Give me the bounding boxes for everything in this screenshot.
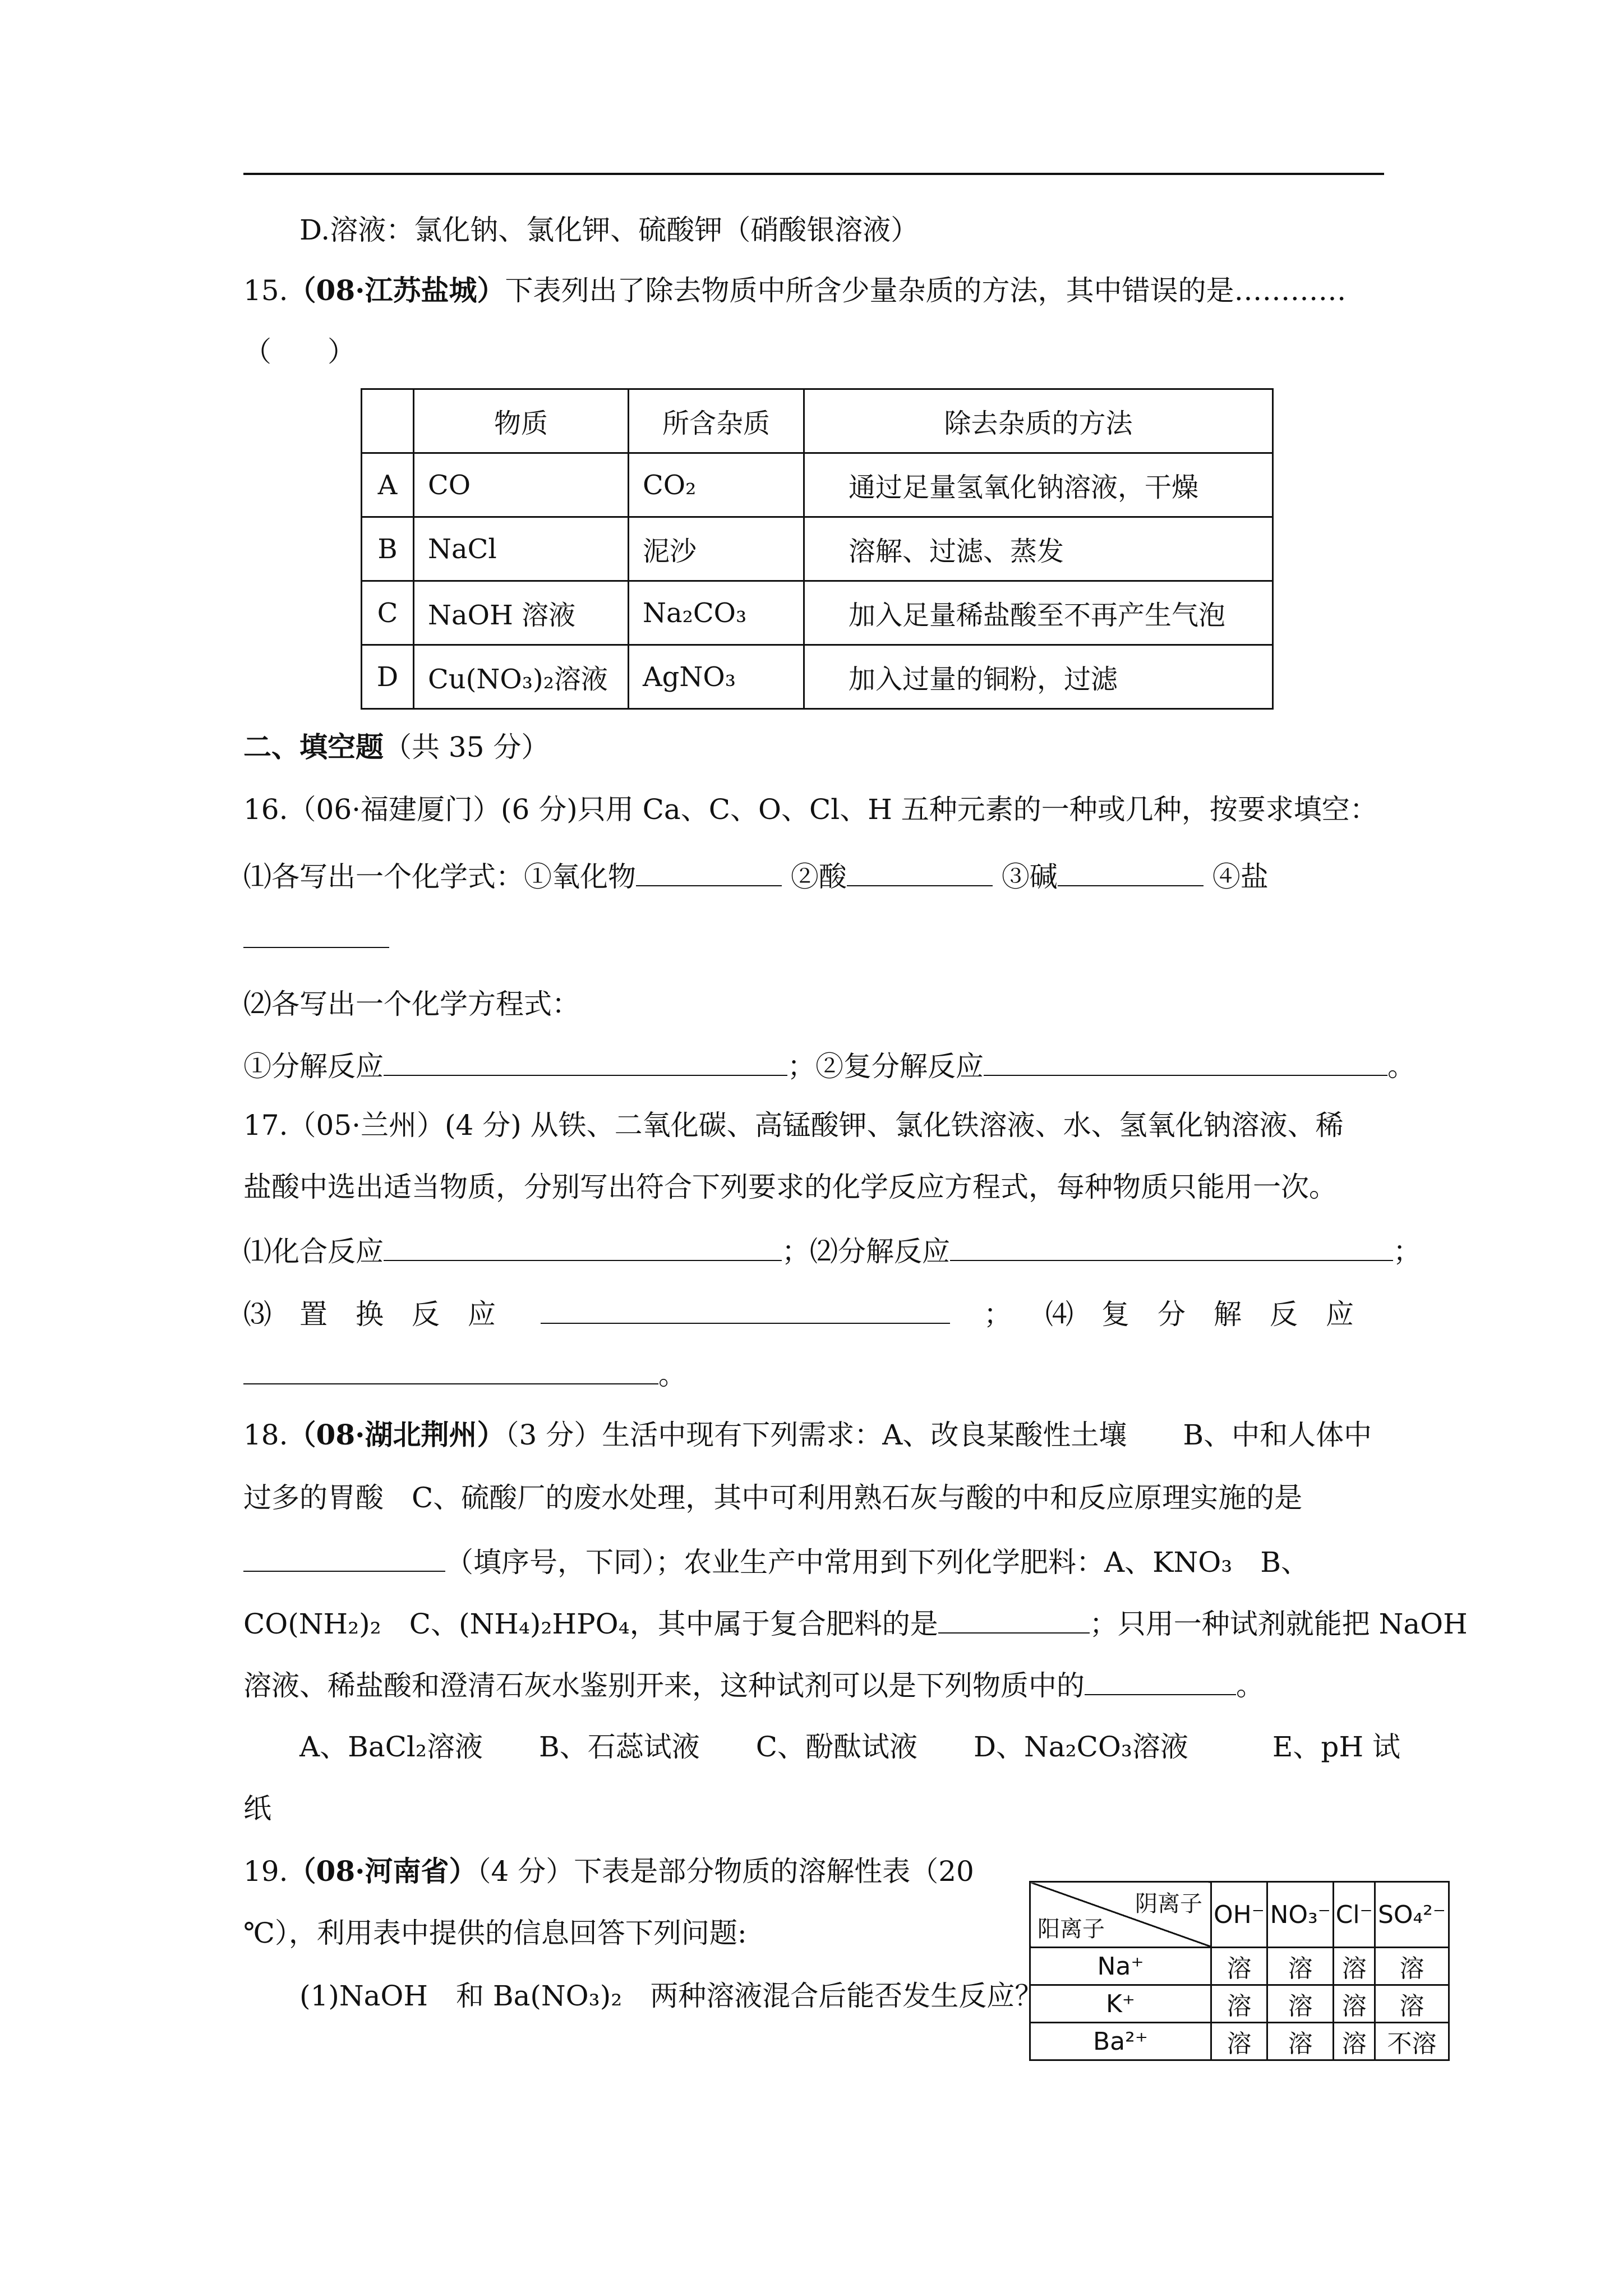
row-impurity: CO₂: [629, 453, 804, 517]
solubility-cell: 溶: [1334, 1985, 1375, 2023]
table-row: [362, 517, 1273, 581]
row-label: A: [362, 453, 414, 517]
row-method: 加入过量的铜粉，过滤: [804, 645, 1273, 709]
q18-options-cont: 纸: [243, 1792, 271, 1825]
q16-salt-label: ④盐: [1212, 861, 1269, 893]
solubility-row: [1030, 2023, 1449, 2060]
row-substance: NaOH 溶液: [414, 581, 629, 645]
q19-source: （08·河南省）: [288, 1855, 477, 1888]
q14-option-d: D.溶液：氯化钠、氯化钾、硫酸钾（硝酸银溶液）: [299, 214, 919, 246]
q18-line5-text: 溶液、稀盐酸和澄清石灰水鉴别开来，这种试剂可以是下列物质中的: [243, 1669, 1085, 1702]
header-blank: [362, 389, 414, 453]
anion-header: OH⁻: [1211, 1882, 1267, 1948]
q16-intro: 16.（06·福建厦门）(6 分)只用 Ca、C、O、Cl、H 五种元素的一种或几种，按要求填空：: [243, 793, 1378, 826]
solubility-cell: 溶: [1211, 1948, 1267, 1985]
q17-end: 。: [658, 1359, 686, 1391]
solubility-cell: 溶: [1334, 1948, 1375, 1985]
row-label: D: [362, 645, 414, 709]
q18-line3-text: （填序号，下同）；农业生产中常用到下列化学肥料：A、KNO₃ B、: [445, 1546, 1309, 1579]
q16-oxide-label: ①氧化物: [524, 861, 636, 893]
oxide-answer-blank[interactable]: [636, 858, 782, 886]
combination-answer-blank[interactable]: [384, 1233, 782, 1261]
solubility-cell: 溶: [1375, 1948, 1449, 1985]
q18-line1: [243, 1418, 1372, 1452]
anion-header: SO₄²⁻: [1375, 1882, 1449, 1948]
q16-base-label: ③碱: [1001, 861, 1058, 893]
section-title: [243, 730, 549, 764]
reagent-answer-blank[interactable]: [1085, 1667, 1236, 1695]
section-score: （共 35 分）: [384, 731, 550, 763]
row-substance: NaCl: [414, 517, 629, 581]
q18-line5-end: 。: [1236, 1669, 1264, 1702]
header-substance: 物质: [414, 389, 629, 453]
q17-semicolon-2: ；: [984, 1298, 1012, 1331]
table-row: [362, 581, 1273, 645]
q19-text: （4 分）下表是部分物质的溶解性表（20: [477, 1855, 974, 1888]
q17-line2: 盐酸中选出适当物质，分别写出符合下列要求的化学反应方程式，每种物质只能用一次。: [243, 1171, 1337, 1203]
solubility-cell: 溶: [1211, 2023, 1267, 2060]
cation-cell: Na⁺: [1030, 1948, 1211, 1985]
q19-line2: ℃），利用表中提供的信息回答下列问题:: [243, 1917, 747, 1949]
table-row: [362, 453, 1273, 517]
header-impurity: 所含杂质: [629, 389, 804, 453]
q18-line4a: CO(NH₂)₂ C、(NH₄)₂HPO₄，其中属于复合肥料的是: [243, 1608, 938, 1640]
row-method: 加入足量稀盐酸至不再产生气泡: [804, 581, 1273, 645]
q17-last: [243, 1356, 686, 1392]
q15-source: （08·江苏盐城）: [288, 274, 505, 307]
anion-header: NO₃⁻: [1267, 1882, 1334, 1948]
solubility-table: [1029, 1881, 1450, 2061]
q17-r4-label: ⑷ 复 分 解 反 应: [1045, 1298, 1354, 1331]
double-decomposition-blank[interactable]: [243, 1356, 658, 1384]
q16-part1: [243, 858, 1269, 894]
solubility-cell: 溶: [1334, 2023, 1375, 2060]
solubility-header-row: [1030, 1882, 1449, 1948]
q16-acid-label: ②酸: [790, 861, 847, 893]
q17-reactions-1: [243, 1233, 1421, 1268]
cation-cell: K⁺: [1030, 1985, 1211, 2023]
solubility-cell: 溶: [1267, 2023, 1334, 2060]
row-label: B: [362, 517, 414, 581]
q18-text: （3 分）生活中现有下列需求：A、改良某酸性土壤 B、中和人体中: [505, 1419, 1372, 1451]
q17-reactions-2: [243, 1296, 1354, 1331]
salt-answer-blank[interactable]: [243, 920, 389, 948]
q18-line4: [243, 1605, 1468, 1641]
q18-line2: 过多的胃酸 C、硫酸厂的废水处理，其中可利用熟石灰与酸的中和反应原理实施的是: [243, 1481, 1303, 1514]
neutralization-answer-blank[interactable]: [243, 1544, 445, 1572]
decomposition-reaction-blank[interactable]: [950, 1233, 1393, 1261]
table-header-row: [362, 389, 1273, 453]
q17-r1-label: ⑴化合反应: [243, 1235, 384, 1268]
q17-r2-label: ；⑵分解反应: [782, 1235, 950, 1268]
q16-part2-label: ⑵各写出一个化学方程式：: [243, 988, 580, 1020]
q17-semicolon: ；: [1393, 1235, 1421, 1268]
q18-line3: [243, 1544, 1309, 1579]
q17-r3-label: ⑶ 置 换 反 应: [243, 1298, 496, 1331]
impurity-table: [361, 388, 1274, 710]
solubility-cell: 溶: [1375, 1985, 1449, 2023]
q17-line1: 17.（05·兰州）(4 分) 从铁、二氧化碳、高锰酸钾、氯化铁溶液、水、氢氧化钠溶液、稀: [243, 1109, 1344, 1142]
row-impurity: 泥沙: [629, 517, 804, 581]
row-substance: CO: [414, 453, 629, 517]
q16-end: 。: [1387, 1050, 1415, 1083]
solubility-cell: 溶: [1267, 1948, 1334, 1985]
q18-options: A、BaCl₂溶液 B、石蕊试液 C、酚酞试液 D、Na₂CO₃溶液 E、pH 试: [299, 1731, 1400, 1763]
double-decomp-answer-blank[interactable]: [984, 1048, 1387, 1076]
compound-fertilizer-blank[interactable]: [938, 1605, 1090, 1634]
q16-decomposition-label: ①分解反应: [243, 1050, 384, 1083]
q19-sub1: (1)NaOH 和 Ba(NO₃)₂ 两种溶液混合后能否发生反应？: [299, 1980, 1043, 2012]
q19-line1: [243, 1855, 974, 1888]
cation-label: 阳离子: [1038, 1916, 1105, 1942]
row-impurity: AgNO₃: [629, 645, 804, 709]
decomposition-answer-blank[interactable]: [384, 1048, 787, 1076]
cation-cell: Ba²⁺: [1030, 2023, 1211, 2060]
solubility-cell: 溶: [1267, 1985, 1334, 2023]
q18-source: （08·湖北荆州）: [288, 1418, 505, 1451]
solubility-cell: 溶: [1211, 1985, 1267, 2023]
row-method: 通过足量氢氧化钠溶液，干燥: [804, 453, 1273, 517]
section-name: 二、填空题: [243, 730, 384, 763]
displacement-answer-blank[interactable]: [541, 1296, 950, 1324]
q15-text: 下表列出了除去物质中所含少量杂质的方法，其中错误的是…………: [505, 274, 1347, 307]
q19-number: 19.: [243, 1855, 288, 1888]
acid-answer-blank[interactable]: [847, 858, 993, 886]
header-rule: [243, 173, 1384, 175]
row-label: C: [362, 581, 414, 645]
q15-answer-paren: （ ）: [243, 335, 356, 368]
q16-equations: [243, 1048, 1415, 1083]
solubility-row: [1030, 1985, 1449, 2023]
q18-line4b: ；只用一种试剂就能把 NaOH: [1089, 1608, 1468, 1640]
base-answer-blank[interactable]: [1058, 858, 1204, 886]
header-method: 除去杂质的方法: [804, 389, 1273, 453]
row-method: 溶解、过滤、蒸发: [804, 517, 1273, 581]
q16-double-decomp-label: ；②复分解反应: [787, 1050, 984, 1083]
anion-header: Cl⁻: [1334, 1882, 1375, 1948]
q18-line5: [243, 1667, 1264, 1703]
q16-part1-label: ⑴各写出一个化学式：: [243, 861, 524, 893]
ion-diagonal-header: [1030, 1882, 1211, 1948]
q15-number: 15.: [243, 274, 288, 307]
solubility-cell: 不溶: [1375, 2023, 1449, 2060]
q15-stem: [243, 274, 1347, 307]
solubility-row: [1030, 1948, 1449, 1985]
anion-label: 阴离子: [1135, 1891, 1202, 1917]
table-row: [362, 645, 1273, 709]
row-substance: Cu(NO₃)₂溶液: [414, 645, 629, 709]
q18-number: 18.: [243, 1419, 288, 1451]
row-impurity: Na₂CO₃: [629, 581, 804, 645]
